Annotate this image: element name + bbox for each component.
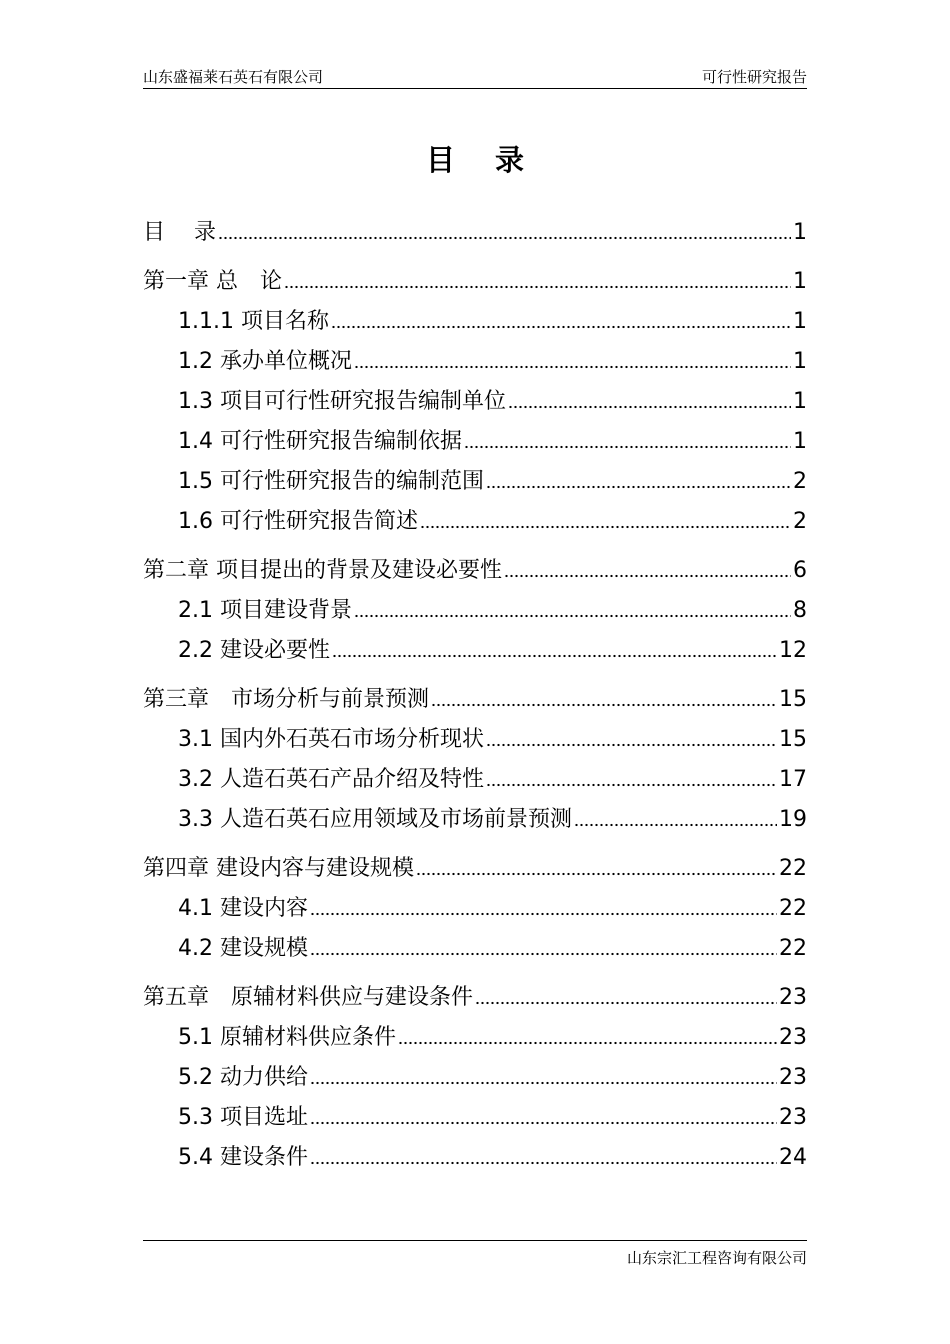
toc-entry-title: 4.1 建设内容 (178, 896, 308, 921)
toc-entry-title: 3.1 国内外石英石市场分析现状 (178, 727, 484, 752)
toc-dot-leader (332, 654, 777, 658)
toc-entry-title: 目 录 (143, 220, 216, 245)
toc-page-number: 23 (779, 1105, 807, 1130)
toc-page-number: 12 (779, 638, 807, 663)
toc-page-number: 1 (793, 429, 807, 454)
toc-dot-leader (310, 1121, 777, 1125)
toc-page-number: 22 (779, 936, 807, 961)
page-header (143, 66, 807, 89)
toc-entry-title: 2.2 建设必要性 (178, 638, 330, 663)
header-company: 山东盛福莱石英石有限公司 (143, 68, 324, 86)
toc-dot-leader (486, 743, 777, 747)
toc-entry-title: 第二章 项目提出的背景及建设必要性 (143, 558, 502, 583)
toc-entry-title: 第三章 市场分析与前景预测 (143, 687, 430, 712)
toc-section-entry[interactable] (143, 305, 807, 335)
toc-dot-leader (464, 445, 791, 449)
toc-page-number: 2 (793, 509, 807, 534)
toc-entry-title: 1.4 可行性研究报告编制依据 (178, 429, 462, 454)
header-doc-type: 可行性研究报告 (701, 68, 807, 86)
toc-dot-leader (420, 525, 791, 529)
toc-page-number: 1 (793, 389, 807, 414)
toc-page-number: 1 (793, 220, 807, 245)
toc-page-number: 2 (793, 469, 807, 494)
toc-section-entry[interactable] (143, 634, 807, 664)
toc-dot-leader (310, 1161, 777, 1165)
toc-dot-leader (398, 1041, 777, 1045)
toc-page-number: 22 (779, 856, 807, 881)
toc-dot-leader (310, 952, 777, 956)
toc-section-entry[interactable] (143, 1061, 807, 1091)
toc-section-entry[interactable] (143, 345, 807, 375)
toc-dot-leader (504, 574, 791, 578)
toc-chapter-entry[interactable] (143, 852, 807, 882)
toc-entry-title: 4.2 建设规模 (178, 936, 308, 961)
toc-chapter-entry[interactable] (143, 554, 807, 584)
toc-dot-leader (486, 485, 791, 489)
toc-entry-title: 第四章 建设内容与建设规模 (143, 856, 414, 881)
toc-dot-leader (416, 872, 777, 876)
toc-page-number: 23 (779, 985, 807, 1010)
toc-chapter-entry[interactable] (143, 981, 807, 1011)
toc-page-number: 19 (779, 807, 807, 832)
toc-dot-leader (475, 1001, 777, 1005)
toc-section-entry[interactable] (143, 1101, 807, 1131)
toc-page-number: 15 (779, 687, 807, 712)
toc-dot-leader (218, 236, 791, 240)
toc-section-entry[interactable] (143, 1021, 807, 1051)
toc-section-entry[interactable] (143, 465, 807, 495)
toc-page-number: 15 (779, 727, 807, 752)
toc-section-entry[interactable] (143, 505, 807, 535)
toc-dot-leader (574, 823, 777, 827)
toc-dot-leader (354, 614, 791, 618)
toc-entry-title: 5.1 原辅材料供应条件 (178, 1025, 396, 1050)
toc-section-entry[interactable] (143, 932, 807, 962)
toc-entry-title: 1.2 承办单位概况 (178, 349, 352, 374)
toc-entry-title: 1.3 项目可行性研究报告编制单位 (178, 389, 506, 414)
toc-chapter-entry[interactable] (143, 216, 807, 246)
toc-section-entry[interactable] (143, 723, 807, 753)
toc-page-number: 23 (779, 1065, 807, 1090)
toc-dot-leader (310, 912, 777, 916)
toc-title (0, 138, 950, 179)
toc-dot-leader (486, 783, 777, 787)
toc-page-number: 1 (793, 349, 807, 374)
toc-entry-title: 3.3 人造石英石应用领域及市场前景预测 (178, 807, 572, 832)
toc-section-entry[interactable] (143, 594, 807, 624)
toc-chapter-entry[interactable] (143, 683, 807, 713)
toc-dot-leader (284, 285, 791, 289)
toc-entry-title: 5.3 项目选址 (178, 1105, 308, 1130)
toc-page-number: 1 (793, 269, 807, 294)
toc-entry-title: 1.1.1 项目名称 (178, 309, 329, 334)
page-footer (143, 1240, 807, 1267)
toc-section-entry[interactable] (143, 425, 807, 455)
toc-page-number: 24 (779, 1145, 807, 1170)
toc-page-number: 1 (793, 309, 807, 334)
toc-dot-leader (310, 1081, 777, 1085)
toc-page-number: 17 (779, 767, 807, 792)
toc-section-entry[interactable] (143, 892, 807, 922)
toc-entry-title: 第五章 原辅材料供应与建设条件 (143, 985, 474, 1010)
toc-section-entry[interactable] (143, 763, 807, 793)
toc-entry-title: 第一章 总 论 (143, 269, 282, 294)
toc-page-number: 8 (793, 598, 807, 623)
footer-company: 山东宗汇工程咨询有限公司 (626, 1249, 807, 1267)
toc-entry-title: 1.6 可行性研究报告简述 (178, 509, 418, 534)
toc-title-char-2: 录 (495, 143, 525, 177)
toc-dot-leader (331, 325, 791, 329)
toc-dot-leader (354, 365, 791, 369)
toc-page-number: 6 (793, 558, 807, 583)
toc-dot-leader (508, 405, 791, 409)
toc-chapter-entry[interactable] (143, 265, 807, 295)
toc-section-entry[interactable] (143, 803, 807, 833)
toc-page-number: 22 (779, 896, 807, 921)
toc-page-number: 23 (779, 1025, 807, 1050)
toc-title-char-1: 目 (425, 143, 455, 177)
toc-section-entry[interactable] (143, 1141, 807, 1171)
toc-entry-title: 1.5 可行性研究报告的编制范围 (178, 469, 484, 494)
toc-entry-title: 3.2 人造石英石产品介绍及特性 (178, 767, 484, 792)
toc-dot-leader (431, 703, 777, 707)
toc-section-entry[interactable] (143, 385, 807, 415)
toc-entry-title: 5.2 动力供给 (178, 1065, 308, 1090)
toc-entry-title: 5.4 建设条件 (178, 1145, 308, 1170)
toc-entry-title: 2.1 项目建设背景 (178, 598, 352, 623)
